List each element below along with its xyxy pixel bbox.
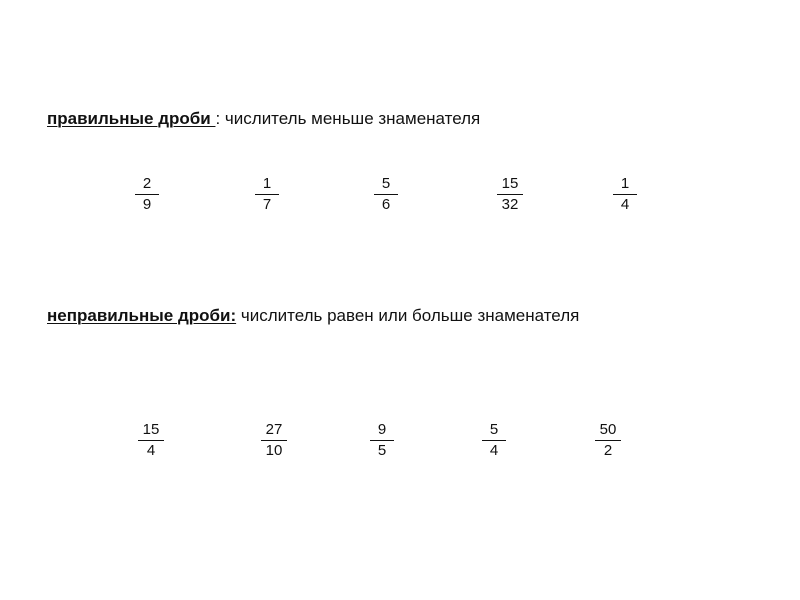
fraction-numerator: 15: [501, 175, 519, 192]
improper-fraction: [357, 421, 407, 460]
fraction-bar: [497, 194, 523, 195]
fraction-bar: [370, 440, 394, 441]
fraction-denominator: 4: [489, 442, 499, 459]
fraction-bar: [135, 194, 159, 195]
fraction-bar: [255, 194, 279, 195]
improper-fractions-heading: [47, 305, 579, 327]
fraction-numerator: 1: [262, 175, 272, 192]
proper-fraction: [485, 175, 535, 214]
proper-fraction: [122, 175, 172, 214]
fraction-denominator: 10: [265, 442, 283, 459]
fraction-numerator: 5: [489, 421, 499, 438]
proper-fraction: [242, 175, 292, 214]
fraction-bar: [374, 194, 398, 195]
improper-fractions-term: неправильные дроби:: [47, 306, 237, 325]
improper-fraction: [583, 421, 633, 460]
fraction-bar: [138, 440, 164, 441]
fraction-numerator: 27: [265, 421, 283, 438]
fraction-denominator: 32: [501, 196, 519, 213]
proper-fraction: [361, 175, 411, 214]
fraction-denominator: 6: [381, 196, 391, 213]
fraction-denominator: 7: [262, 196, 272, 213]
improper-fraction: [469, 421, 519, 460]
fraction-bar: [261, 440, 287, 441]
improper-fraction: [249, 421, 299, 460]
fraction-numerator: 2: [142, 175, 152, 192]
fraction-denominator: 4: [146, 442, 156, 459]
fraction-numerator: 50: [599, 421, 617, 438]
proper-fractions-definition: : числитель меньше знаменателя: [215, 109, 481, 128]
proper-fractions-heading: [47, 108, 480, 130]
improper-fraction: [126, 421, 176, 460]
fraction-denominator: 2: [603, 442, 613, 459]
fraction-bar: [595, 440, 621, 441]
fraction-numerator: 9: [377, 421, 387, 438]
fraction-denominator: 4: [620, 196, 630, 213]
fraction-numerator: 15: [142, 421, 160, 438]
fraction-denominator: 5: [377, 442, 387, 459]
proper-fractions-term: правильные дроби: [47, 109, 216, 128]
fraction-numerator: 5: [381, 175, 391, 192]
fraction-numerator: 1: [620, 175, 630, 192]
fraction-bar: [482, 440, 506, 441]
improper-fractions-definition: числитель равен или больше знаменателя: [236, 306, 580, 325]
fraction-denominator: 9: [142, 196, 152, 213]
fraction-bar: [613, 194, 637, 195]
proper-fraction: [600, 175, 650, 214]
